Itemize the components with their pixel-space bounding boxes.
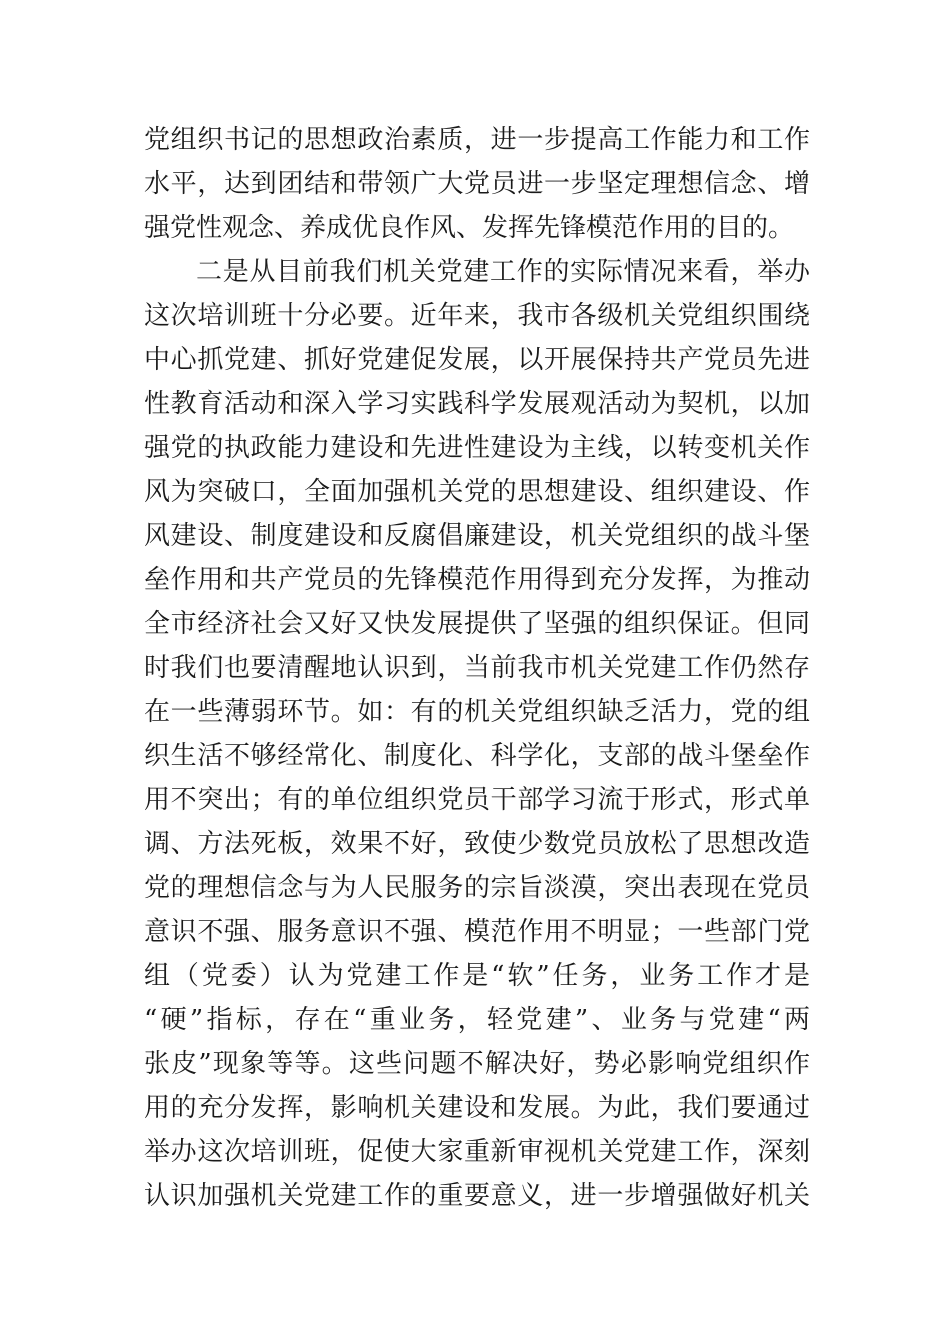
text-line: 强党性观念、养成优良作风、发挥先锋模范作用的目的。	[144, 213, 795, 243]
text-line: 意识不强、服务意识不强、模范作用不明显；一些部门党	[144, 917, 810, 947]
text-line: 党组织书记的思想政治素质，进一步提高工作能力和工作	[144, 125, 810, 155]
text-line: 强党的执政能力建设和先进性建设为主线，以转变机关作	[144, 433, 810, 463]
text-line: 性教育活动和深入学习实践科学发展观活动为契机，以加	[144, 389, 810, 419]
text-line: 全市经济社会又好又快发展提供了坚强的组织保证。但同	[144, 609, 810, 639]
text-line: 举办这次培训班，促使大家重新审视机关党建工作，深刻	[144, 1137, 810, 1167]
text-line: 党的理想信念与为人民服务的宗旨淡漠，突出表现在党员	[144, 873, 810, 903]
text-line: 张皮”现象等等。这些问题不解决好，势必影响党组织作	[144, 1049, 810, 1079]
text-line: 用不突出；有的单位组织党员干部学习流于形式，形式单	[144, 785, 810, 815]
text-line: 风为突破口，全面加强机关党的思想建设、组织建设、作	[144, 477, 810, 507]
text-line: 调、方法死板，效果不好，致使少数党员放松了思想改造	[144, 829, 810, 859]
text-line: “硬”指标，存在“重业务，轻党建”、业务与党建“两	[144, 1005, 810, 1035]
text-line: 水平，达到团结和带领广大党员进一步坚定理想信念、增	[144, 169, 810, 199]
body-text	[144, 118, 810, 1218]
text-line: 风建设、制度建设和反腐倡廉建设，机关党组织的战斗堡	[144, 521, 810, 551]
text-line: 认识加强机关党建工作的重要意义，进一步增强做好机关	[144, 1181, 810, 1211]
text-line: 织生活不够经常化、制度化、科学化，支部的战斗堡垒作	[144, 741, 810, 771]
text-line: 这次培训班十分必要。近年来，我市各级机关党组织围绕	[144, 301, 810, 331]
text-line: 时我们也要清醒地认识到，当前我市机关党建工作仍然存	[144, 653, 810, 683]
text-line: 用的充分发挥，影响机关建设和发展。为此，我们要通过	[144, 1093, 810, 1123]
text-line: 在一些薄弱环节。如：有的机关党组织缺乏活力，党的组	[144, 697, 810, 727]
text-line: 二是从目前我们机关党建工作的实际情况来看，举办	[196, 257, 810, 287]
text-line: 垒作用和共产党员的先锋模范作用得到充分发挥，为推动	[144, 565, 810, 595]
text-line: 组（党委）认为党建工作是“软”任务，业务工作才是	[144, 961, 810, 991]
text-line: 中心抓党建、抓好党建促发展，以开展保持共产党员先进	[144, 345, 810, 375]
